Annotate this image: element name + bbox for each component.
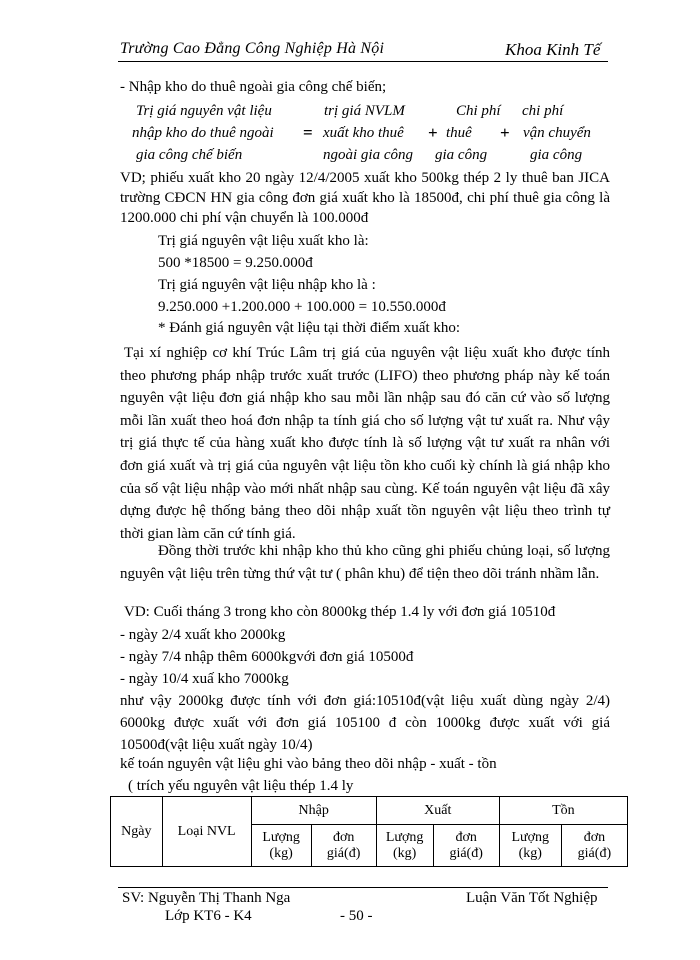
- example-1-paragraph: VD; phiếu xuất kho 20 ngày 12/4/2005 xuất kho 500kg thép 2 ly thuê ban JICA trường CĐCN HN gia công đơn giá xuất kho là 18500đ, chi phí thuê gia công là 1200.000 chi phí vận chuyển là 100.000đ: [120, 170, 610, 226]
- footer-page-number: - 50 -: [340, 908, 373, 924]
- footer-student: SV: Nguyễn Thị Thanh Nga: [122, 890, 291, 906]
- table-header-stock: Tồn: [499, 797, 627, 825]
- calc-line-3: Trị giá nguyên vật liệu nhập kho là :: [158, 277, 376, 293]
- table-sub-price: đơn giá(đ): [311, 825, 376, 867]
- formula-t3-3: gia công: [530, 147, 583, 163]
- header-faculty: Khoa Kinh Tế: [505, 40, 601, 59]
- header-school: Trường Cao Đẳng Công Nghiệp Hà Nội: [120, 40, 385, 57]
- table-header-material: Loại NVL: [162, 797, 251, 867]
- formula-t2-2: thuê: [446, 125, 472, 141]
- header-divider: [118, 61, 608, 62]
- bullet-import-outsourced: - Nhập kho do thuê ngoài gia công chế biến;: [120, 79, 387, 95]
- formula-t1-3: ngoài gia công: [323, 147, 413, 163]
- formula-t1-1: trị giá NVLM: [324, 103, 405, 119]
- pricing-paragraph: như vậy 2000kg được tính với đơn giá:10510đ(vật liệu xuất dùng ngày 2/4) 6000kg được xuất với đơn giá 105100 đ còn 1000kg được xuất với giá 10500đ(vật liệu xuất ngày 10/4): [120, 693, 610, 753]
- example-2-line: VD: Cuối tháng 3 trong kho còn 8000kg thép 1.4 ly với đơn giá 10510đ: [124, 604, 556, 620]
- formula-plus-2: +: [500, 123, 510, 142]
- calc-line-5: * Đánh giá nguyên vật liệu tại thời điểm xuất kho:: [158, 320, 461, 336]
- formula-lhs-3: gia công chế biến: [136, 147, 243, 163]
- calc-line-1: Trị giá nguyên vật liệu xuất kho là:: [158, 233, 369, 249]
- table-sub-qty: Lượng (kg): [251, 825, 311, 867]
- formula-t3-2: vận chuyển: [523, 125, 591, 141]
- table-header-import: Nhập: [251, 797, 376, 825]
- table-sub-price: đơn giá(đ): [433, 825, 499, 867]
- formula-lhs-1: Trị giá nguyên vật liệu: [136, 103, 272, 119]
- table-sub-qty: Lượng (kg): [376, 825, 433, 867]
- inventory-table: [110, 796, 628, 867]
- bullet-day-7: - ngày 7/4 nhập thêm 6000kgvới đơn giá 10500đ: [120, 649, 414, 665]
- formula-t1-2: xuất kho thuê: [323, 125, 404, 141]
- ledger-line: kế toán nguyên vật liệu ghi vào bảng theo dõi nhập - xuất - tồn: [120, 756, 497, 772]
- bullet-day-10: - ngày 10/4 xuấ kho 7000kg: [120, 671, 289, 687]
- warehouse-paragraph: Đồng thời trước khi nhập kho thủ kho cũng ghi phiếu chủng loại, số lượng nguyên vật liệu trên từng thứ vật tư ( phân khu) để tiện theo dõi tránh nhầm lẫn.: [120, 543, 610, 582]
- calc-line-4: 9.250.000 +1.200.000 + 100.000 = 10.550.000đ: [158, 299, 446, 315]
- formula-equals: =: [303, 123, 313, 142]
- formula-t3-1: chi phí: [522, 103, 564, 119]
- calc-line-2: 500 *18500 = 9.250.000đ: [158, 255, 313, 271]
- footer-thesis: Luận Văn Tốt Nghiệp: [466, 890, 598, 906]
- formula-plus-1: +: [428, 123, 438, 142]
- table-sub-qty: Lượng (kg): [499, 825, 561, 867]
- lifo-paragraph: Tại xí nghiệp cơ khí Trúc Lâm trị giá của nguyên vật liệu xuất kho được tính theo phương pháp nhập trước xuất trước (LIFO) theo phương pháp này kế toán nguyên vật liệu đơn giá nhập kho sau mỗi lần nhập sau đó căn cứ vào số lượng mỗi lần xuất theo hoá đơn nhập ta tính giá cho số lượng vật tư xuất ra. Như vậy trị giá thực tế của hàng xuất kho được tính là số lượng vật tư xuất ra nhân với đơn giá xuất và trị giá của nguyên vật liệu tồn kho cuối kỳ chính là giá nhập kho của số vật liệu nhập vào mới nhất nhập sau cùng. Kế toán nguyên vật liệu đã xây dựng được hệ thống bảng theo dõi nhập xuất tồn nguyên vật liệu theo trình tự thời gian làm căn cứ tính giá.: [120, 345, 610, 542]
- bullet-day-2: - ngày 2/4 xuất kho 2000kg: [120, 627, 286, 643]
- formula-t2-1: Chi phí: [456, 103, 501, 119]
- footer-class: Lớp KT6 - K4: [165, 908, 252, 924]
- formula-lhs-2: nhập kho do thuê ngoài: [132, 125, 274, 141]
- formula-t2-3: gia công: [435, 147, 488, 163]
- extract-line: ( trích yếu nguyên vật liệu thép 1.4 ly: [128, 778, 354, 794]
- table-sub-price: đơn giá(đ): [561, 825, 627, 867]
- table-header-day: Ngày: [111, 797, 163, 867]
- footer-divider: [118, 887, 608, 888]
- table-header-export: Xuất: [376, 797, 499, 825]
